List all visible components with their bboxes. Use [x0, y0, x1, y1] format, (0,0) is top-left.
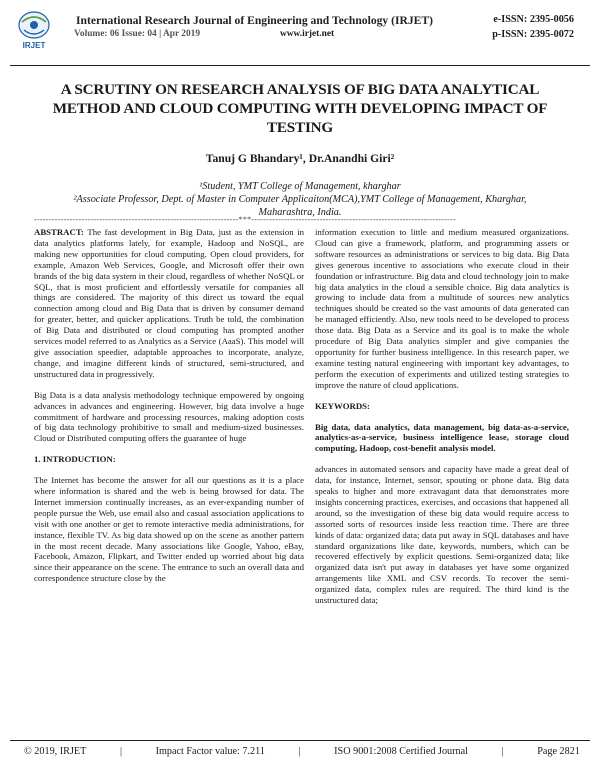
separator-line: ---------------------------------------------------------------------***---------------------------------------------------------------------: [34, 215, 456, 224]
abstract-text: The fast development in Big Data, just as the extension in data analytics platforms lately, for example, Hadoop and NoSQL, are making new opportunities for cloud computing. Open cloud providers, for example, Amazon Web Services, Google, and Microsoft offer their own brands of the big data system in their cloud, regardless of whether NoSQL or SQL, that is most proficient and effortlessly versatile for companies all things are considered. The majority of this direct us toward the equal connection among cloud and Big Data that is driven by consumer demand for greater, better, and quicker applications. Truth be told, the combination of Big Data and distributed or cloud computing has prompted another services model referred to as Analytics as a Service (AaaS). This model will give association speedier, adaptable approaches to incorporate, analyze, change, and imagine different kinds of structured, semi-structured, and unstructured data in progressively.: [34, 227, 304, 379]
paragraph: information execution to little and medium measured organizations. Cloud can give a framework, platform, and programming assets or software resources as administrations or services to big data. Big Data gives generous incentive to associations who execute cloud in their foundation or infrastructure. Big data and cloud technology join to make big data analytics in the cloud a sensible choice. Big data analytics is growing to include data from a multitude of sources new analytics techniques should be created so the vast amounts of data generated can be managed efficiently. Also, new tools need to be developed to process those data. Big Data as a Service and its goal is to make the whole procedure of Big Data analytics simpler and give companies the opportunity for further business intelligence. In this research paper, we examine testing natural engineering with important key advantages, to perform the execution of experiments and utilized testing strategies to improve the nature of cloud applications.: [315, 227, 569, 390]
footer-rule: [10, 740, 590, 741]
paragraph: advances in automated sensors and capacity have made a great deal of data, for instance, Internet, sensor, spouting or phone data. Big data speaks to higher and more extravagant data that demonstrates more insights concerning practices, exercises, and occasions that happened all around, so the investigation of these big data would require access to assorted sorts of resources inside less reaction time. There are three kinds of data: organized data; data put away in SQL databases and have standard organizations like date, keywords, numbers, which can be recovered effectively by explicit questions. Semi-organized data; like organized data isn't put away in databases yet have some organized arrangements like XML and CSV records. To recover the semi-organized data, complex rules are required. The third kind is the unstructured data;: [315, 464, 569, 606]
paper-title: A SCRUTINY ON RESEARCH ANALYSIS OF BIG DATA ANALYTICAL METHOD AND CLOUD COMPUTING WITH DEVELOPING IMPACT OF TESTING: [52, 81, 548, 136]
copyright: © 2019, IRJET: [24, 746, 87, 757]
volume-issue: Volume: 06 Issue: 04 | Apr 2019: [74, 29, 201, 39]
journal-name: International Research Journal of Engineering and Technology (IRJET): [76, 14, 433, 27]
section-heading-introduction: 1. INTRODUCTION:: [34, 454, 116, 465]
impact-factor: Impact Factor value: 7.211: [155, 746, 265, 757]
authors: Tanuj G Bhandary¹, Dr.Anandhi Giri²: [205, 152, 395, 165]
abstract: [34, 227, 304, 380]
paragraph: Big Data is a data analysis methodology technique empowered by ongoing advances in advances and engineering. However, big data involve a huge commitment of hardware and processing resources, making adoption costs of big data technology prohibitive to small and medium-sized businesses. Cloud or Distributed computing offers the guarantee of huge: [34, 389, 304, 444]
keywords-text: Big data, data analytics, data management, big data-as-a-service, analytics-as-a-service, business intelligence lease, storage cloud computing, Hadoop, cost-benefit analysis model.: [315, 421, 569, 454]
eissn: e-ISSN: 2395-0056: [493, 14, 574, 25]
left-column: [34, 227, 304, 594]
keywords-label: KEYWORDS:: [315, 400, 370, 411]
affiliation-1: ¹Student, YMT College of Management, kharghar: [199, 181, 401, 192]
journal-url[interactable]: www.irjet.net: [280, 29, 335, 39]
affiliation-2: ²Associate Professor, Dept. of Master in Computer Applicaiton(MCA),YMT College of Management, Kharghar, Maharashtra, India.: [73, 194, 527, 218]
footer-separator: |: [119, 746, 122, 757]
paragraph: The Internet has become the answer for all our questions as it is a place where information is shared and the web is being browsed for data. The Internet immersion continually increases, as an ever-expanding number of people pursue the Web, use email also and casual association applications to visit with one another or get to remote interactive media administrations, for instance, flexible TV. As big data showed up on the scene as another pattern in the most recent decade. Many associations like Google, Yahoo, eBay, Facebook, Amazon, Flipkart, and Twitter ended up worried about big data since their appearance on the scene. The entrance to such an overall data and correspondence structure close by the: [34, 475, 304, 584]
page-header: [10, 4, 590, 64]
iso-certification: ISO 9001:2008 Certified Journal: [334, 746, 468, 757]
page-number: Page 2821: [537, 746, 580, 757]
abstract-label: ABSTRACT:: [34, 227, 84, 237]
pissn: p-ISSN: 2395-0072: [492, 29, 574, 40]
irjet-logo-icon: [16, 10, 52, 50]
footer-separator: |: [298, 746, 301, 757]
footer-separator: |: [501, 746, 504, 757]
header-rule: [10, 65, 590, 66]
page-footer: [24, 746, 580, 757]
logo-text: IRJET: [22, 41, 46, 50]
right-column: [315, 227, 569, 616]
